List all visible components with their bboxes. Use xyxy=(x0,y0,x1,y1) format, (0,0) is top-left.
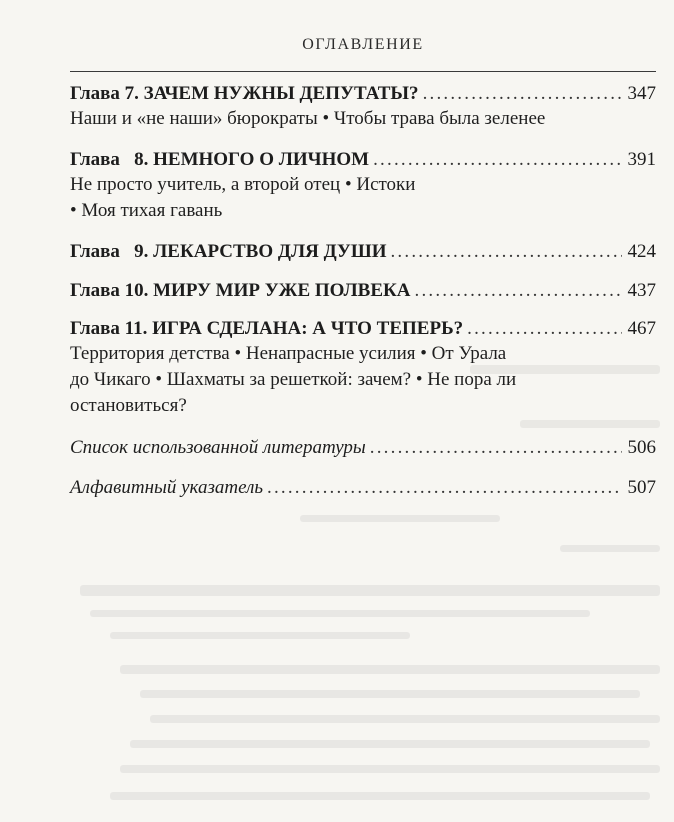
dot-leader xyxy=(467,317,621,341)
dot-leader xyxy=(370,436,622,460)
dot-leader xyxy=(267,476,622,500)
section-list: остановиться? xyxy=(70,395,187,416)
toc-entry-bibliography xyxy=(70,436,656,460)
toc-chapter-line xyxy=(70,279,656,303)
toc-entry-chapter-11 xyxy=(70,317,656,419)
section-list: до Чикаго • Шахматы за решеткой: зачем? • Не пора ли xyxy=(70,369,517,390)
page-title: ОГЛАВЛЕНИЕ xyxy=(302,36,424,53)
toc-entry-chapter-10 xyxy=(70,279,656,303)
page-number: 506 xyxy=(627,437,656,458)
chapter-title: Глава 8. НЕМНОГО О ЛИЧНОМ xyxy=(70,149,370,170)
dot-leader xyxy=(423,82,622,106)
toc-back-matter-line xyxy=(70,476,656,500)
toc-chapter-line xyxy=(70,82,656,106)
page-number: 424 xyxy=(627,241,656,262)
section-list: • Моя тихая гавань xyxy=(70,200,223,221)
chapter-title: Глава 9. ЛЕКАРСТВО ДЛЯ ДУШИ xyxy=(70,241,387,262)
page-number: 467 xyxy=(627,318,656,339)
toc-entry-chapter-9 xyxy=(70,240,656,264)
section-list: Наши и «не наши» бюрократы • Чтобы трава была зеленее xyxy=(70,108,546,129)
page-number: 347 xyxy=(627,83,656,104)
chapter-title: Глава 10. МИРУ МИР УЖЕ ПОЛВЕКА xyxy=(70,280,411,301)
section-list: Территория детства • Ненапрасные усилия • От Урала xyxy=(70,343,507,364)
chapter-title: Глава 7. ЗАЧЕМ НУЖНЫ ДЕПУТАТЫ? xyxy=(70,83,419,104)
toc-chapter-line xyxy=(70,317,656,341)
toc-back-matter-line xyxy=(70,436,656,460)
section-list: Не просто учитель, а второй отец • Истоки xyxy=(70,174,416,195)
back-matter-title: Список использованной литературы xyxy=(70,437,366,458)
toc-chapter-line xyxy=(70,240,656,264)
dot-leader xyxy=(373,148,621,172)
toc-entry-chapter-7 xyxy=(70,82,656,132)
chapter-title: Глава 11. ИГРА СДЕЛАНА: А ЧТО ТЕПЕРЬ? xyxy=(70,318,464,339)
page-number: 507 xyxy=(627,477,656,498)
heading-rule xyxy=(70,71,656,72)
page-number: 437 xyxy=(627,280,656,301)
toc-entry-index xyxy=(70,476,656,500)
dot-leader xyxy=(415,279,622,303)
toc-entry-chapter-8 xyxy=(70,148,656,224)
back-matter-title: Алфавитный указатель xyxy=(70,477,263,498)
page-number: 391 xyxy=(627,149,656,170)
toc-chapter-line xyxy=(70,148,656,172)
dot-leader xyxy=(390,240,621,264)
